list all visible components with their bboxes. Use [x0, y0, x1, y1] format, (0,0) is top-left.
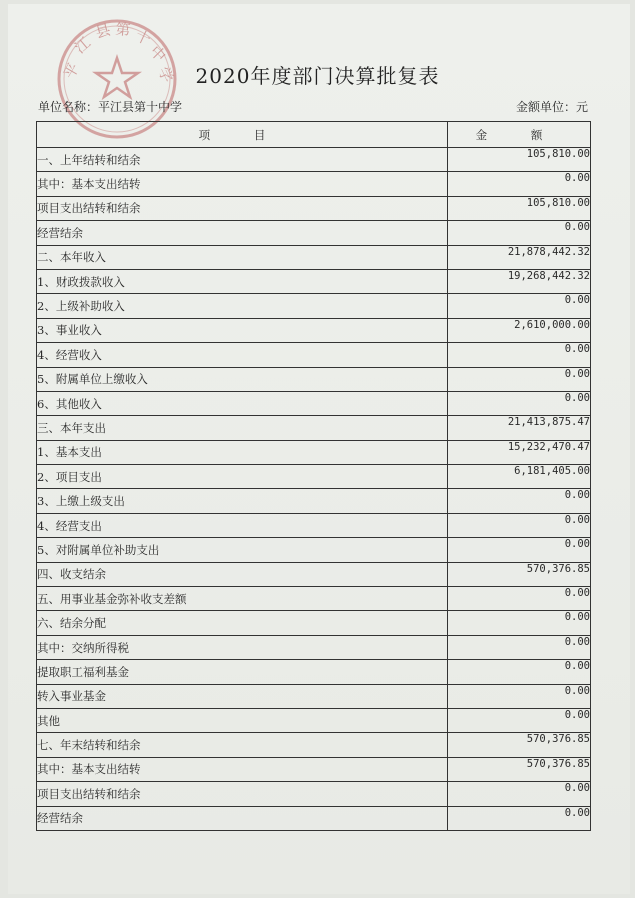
- svg-text:学: 学: [154, 64, 178, 86]
- table-row: [37, 757, 591, 781]
- row-amount: 0.00: [448, 367, 591, 391]
- row-label: 2、上级补助收入: [37, 294, 448, 318]
- row-amount: 21,878,442.32: [448, 245, 591, 269]
- page-title: 2020年度部门决算批复表: [195, 64, 440, 88]
- table-row: [37, 465, 591, 489]
- table-row: [37, 489, 591, 513]
- row-amount: 0.00: [448, 221, 591, 245]
- row-amount: 2,610,000.00: [448, 318, 591, 342]
- row-amount: 19,268,442.32: [448, 269, 591, 293]
- row-label: 四、收支结余: [37, 562, 448, 586]
- table-row: [37, 684, 591, 708]
- table-row: [37, 391, 591, 415]
- row-amount: 15,232,470.47: [448, 440, 591, 464]
- table-row: [37, 221, 591, 245]
- row-amount: 0.00: [448, 343, 591, 367]
- row-amount: 0.00: [448, 513, 591, 537]
- row-amount: 0.00: [448, 538, 591, 562]
- row-amount: 0.00: [448, 660, 591, 684]
- row-label: 经营结余: [37, 806, 448, 830]
- svg-text:第: 第: [114, 20, 132, 40]
- currency-unit-label: 金额单位：元: [515, 100, 588, 114]
- table-row: [37, 782, 591, 806]
- svg-text:平: 平: [59, 59, 83, 82]
- svg-text:江: 江: [71, 33, 95, 58]
- row-label: 5、附属单位上缴收入: [37, 367, 448, 391]
- row-amount: 0.00: [448, 172, 591, 196]
- svg-text:县: 县: [93, 20, 113, 42]
- row-amount: 0.00: [448, 391, 591, 415]
- row-amount: 0.00: [448, 782, 591, 806]
- header-amount: 金 额: [448, 122, 591, 148]
- row-label: 3、上缴上级支出: [37, 489, 448, 513]
- table-row: [37, 708, 591, 732]
- table-row: [37, 538, 591, 562]
- header-item: 项 目: [37, 122, 448, 148]
- row-label: 其他: [37, 708, 448, 732]
- budget-table: [36, 121, 591, 831]
- table-row: [37, 562, 591, 586]
- svg-text:十: 十: [132, 26, 154, 49]
- table-row: [37, 172, 591, 196]
- table-row: [37, 148, 591, 172]
- table-row: [37, 587, 591, 611]
- row-amount: 21,413,875.47: [448, 416, 591, 440]
- row-amount: 0.00: [448, 294, 591, 318]
- row-label: 1、财政拨款收入: [37, 269, 448, 293]
- row-amount: 570,376.85: [448, 733, 591, 757]
- row-label: 六、结余分配: [37, 611, 448, 635]
- table-row: [37, 294, 591, 318]
- row-amount: 570,376.85: [448, 757, 591, 781]
- table-header-row: [37, 122, 591, 148]
- row-amount: 6,181,405.00: [448, 465, 591, 489]
- row-label: 6、其他收入: [37, 391, 448, 415]
- table-row: [37, 635, 591, 659]
- row-amount: 0.00: [448, 611, 591, 635]
- row-amount: 105,810.00: [448, 148, 591, 172]
- row-label: 一、上年结转和结余: [37, 148, 448, 172]
- table-row: [37, 245, 591, 269]
- svg-text:中: 中: [146, 42, 170, 66]
- table-row: [37, 611, 591, 635]
- table-row: [37, 513, 591, 537]
- row-label: 其中：基本支出结转: [37, 172, 448, 196]
- row-label: 二、本年收入: [37, 245, 448, 269]
- row-amount: 0.00: [448, 708, 591, 732]
- row-label: 七、年末结转和结余: [37, 733, 448, 757]
- row-label: 三、本年支出: [37, 416, 448, 440]
- row-amount: 105,810.00: [448, 196, 591, 220]
- unit-info-line: [38, 98, 594, 116]
- table-row: [37, 367, 591, 391]
- row-label: 其中：交纳所得税: [37, 635, 448, 659]
- row-amount: 0.00: [448, 489, 591, 513]
- row-amount: 0.00: [448, 587, 591, 611]
- table-row: [37, 269, 591, 293]
- table-row: [37, 806, 591, 830]
- row-label: 3、事业收入: [37, 318, 448, 342]
- row-label: 4、经营支出: [37, 513, 448, 537]
- row-label: 2、项目支出: [37, 465, 448, 489]
- row-amount: 570,376.85: [448, 562, 591, 586]
- table-row: [37, 318, 591, 342]
- table-row: [37, 416, 591, 440]
- row-amount: 0.00: [448, 806, 591, 830]
- unit-name-label: 单位名称：平江县第十中学: [38, 100, 183, 114]
- row-label: 提取职工福利基金: [37, 660, 448, 684]
- table-row: [37, 733, 591, 757]
- row-amount: 0.00: [448, 635, 591, 659]
- table-row: [37, 196, 591, 220]
- row-label: 五、用事业基金弥补收支差额: [37, 587, 448, 611]
- row-label: 转入事业基金: [37, 684, 448, 708]
- row-label: 5、对附属单位补助支出: [37, 538, 448, 562]
- row-label: 1、基本支出: [37, 440, 448, 464]
- table-row: [37, 440, 591, 464]
- row-amount: 0.00: [448, 684, 591, 708]
- row-label: 经营结余: [37, 221, 448, 245]
- row-label: 4、经营收入: [37, 343, 448, 367]
- row-label: 其中：基本支出结转: [37, 757, 448, 781]
- table-row: [37, 660, 591, 684]
- row-label: 项目支出结转和结余: [37, 782, 448, 806]
- table-row: [37, 343, 591, 367]
- row-label: 项目支出结转和结余: [37, 196, 448, 220]
